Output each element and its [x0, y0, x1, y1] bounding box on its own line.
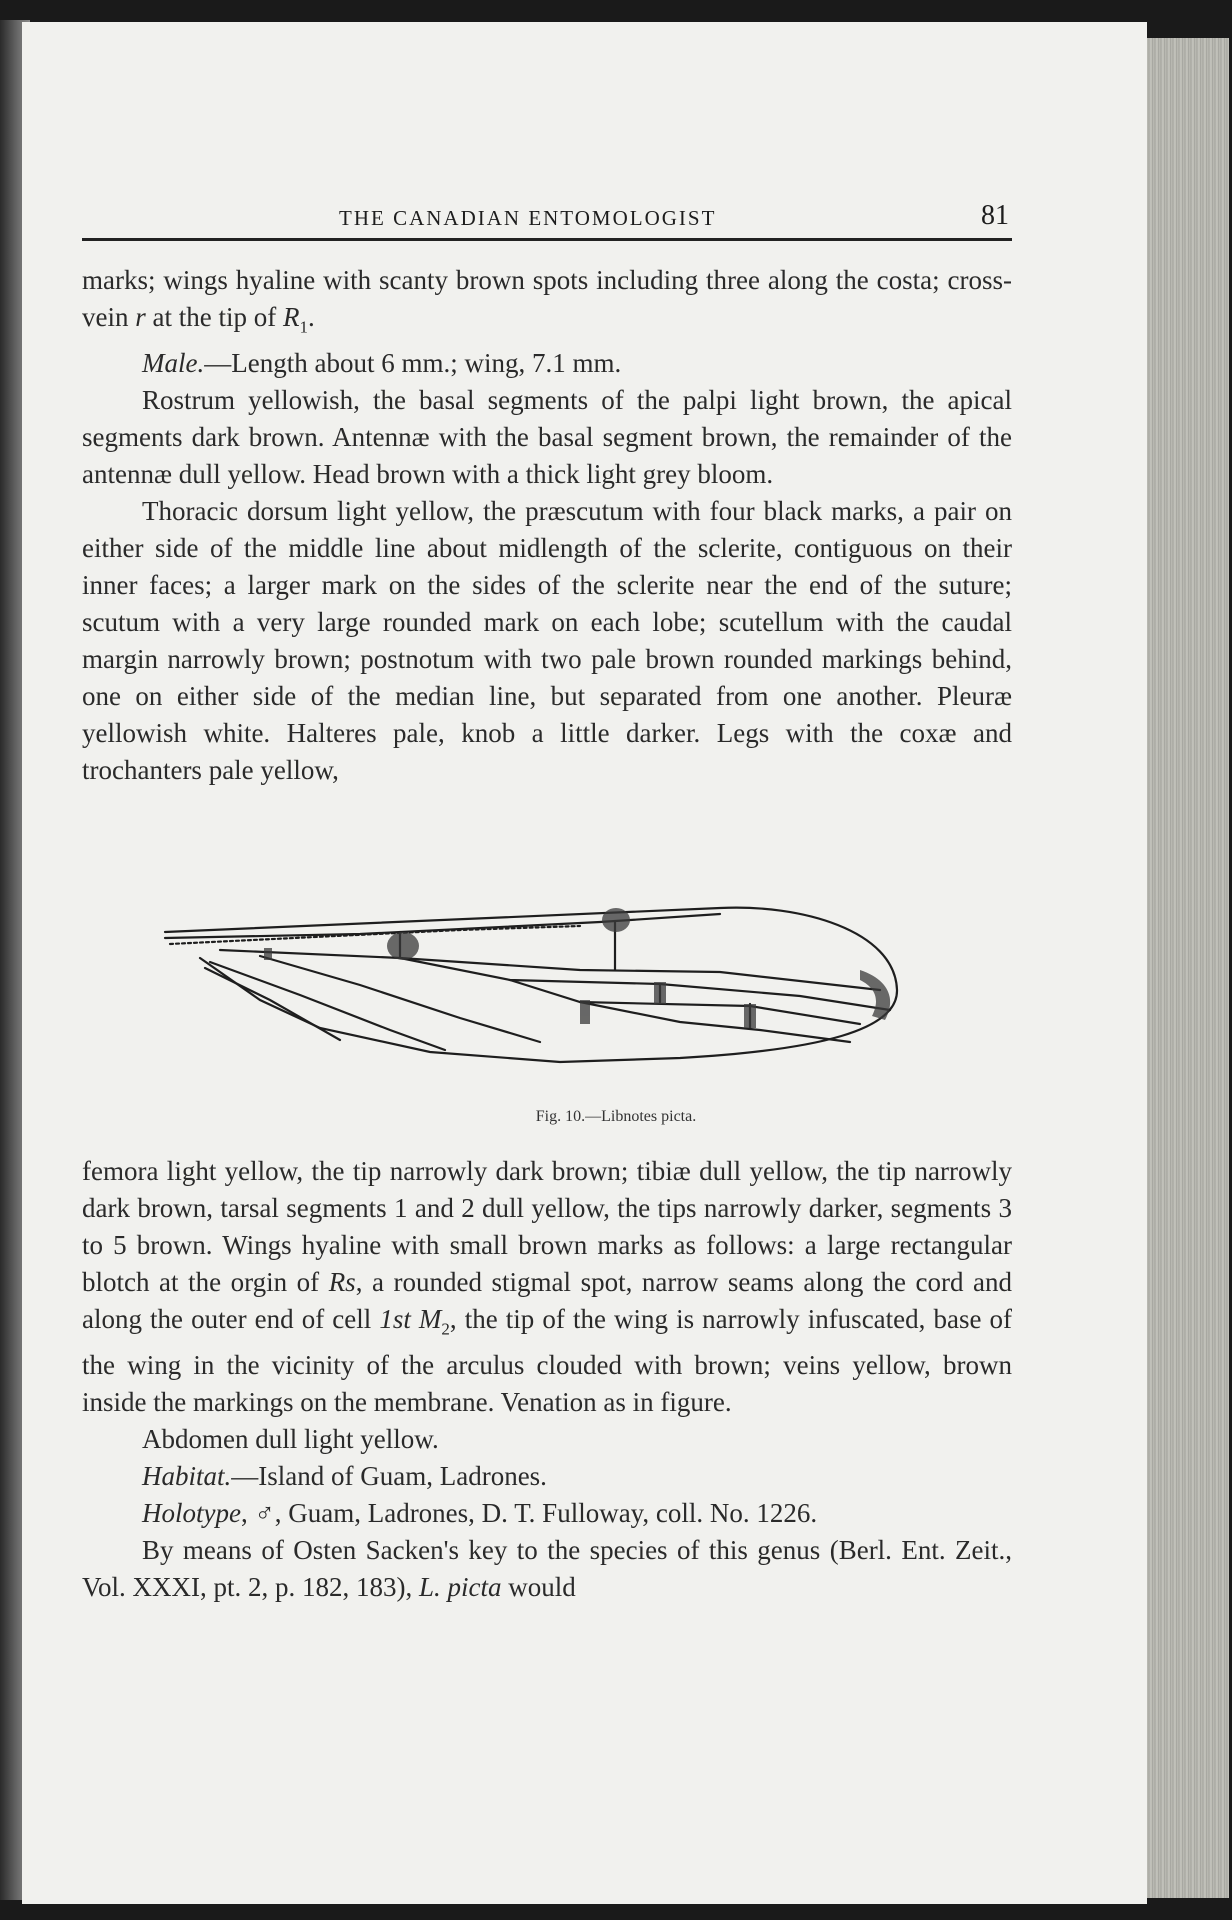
- text-run: femora light yellow, the tip narrowly dark brown; tibiæ dull yellow, the tip narrowly dark brown, tarsal segments 1 and 2 dull yellow, the tips narrowly darker, segments 3 to 5 brown. Wings hyaline with small brown marks as follows: a large rectangular blotch at the orgin of: [82, 1156, 1012, 1297]
- running-title: THE CANADIAN ENTOMOLOGIST: [339, 206, 717, 230]
- italic-text: 1st M: [379, 1304, 442, 1334]
- page-stack-edge: [1147, 38, 1229, 1898]
- text-run: marks; wings hyaline with scanty brown spots including three along the costa; cross-vein: [82, 265, 1012, 332]
- paragraph-p6: [82, 1421, 1012, 1458]
- text-run: at the tip of: [145, 302, 283, 332]
- figure-caption: Fig. 10.—Libnotes picta.: [535, 1108, 697, 1125]
- paragraph-p4: [82, 493, 1012, 789]
- text-run: Abdomen dull light yellow.: [142, 1424, 439, 1455]
- paragraph-p8: [82, 1495, 1012, 1532]
- paragraph-p1: [82, 262, 1012, 345]
- text-run: Rostrum yellowish, the basal segments of the palpi light brown, the apical segments dark brown. Antennæ with the basal segment brown, the remainder of the antennæ dull yellow. Head brown with a thick light grey bloom.: [82, 385, 1012, 490]
- italic-text: Rs: [328, 1267, 356, 1297]
- italic-text: r: [135, 302, 146, 332]
- wing-venation-drawing: [160, 900, 920, 1090]
- italic-text: R: [282, 302, 300, 332]
- paragraph-p2: [82, 345, 1012, 382]
- subscript-text: 1: [299, 317, 308, 337]
- page-number: 81: [981, 200, 1009, 231]
- text-run: .: [307, 302, 315, 332]
- page-header: [82, 198, 1012, 241]
- text-run: , a rounded stigmal spot, narrow seams along the cord and along the outer end of cell: [82, 1267, 1012, 1334]
- text-run: would: [501, 1572, 576, 1603]
- wing-figure: [160, 900, 920, 1090]
- subscript-text: 2: [441, 1319, 450, 1339]
- paragraph-p3: [82, 382, 1012, 493]
- text-run: , ♂, Guam, Ladrones, D. T. Fulloway, coll. No. 1226.: [240, 1498, 818, 1529]
- text-block-bottom: [82, 1153, 1012, 1606]
- paragraph-p7: [82, 1458, 1012, 1495]
- paragraph-p5: [82, 1153, 1012, 1421]
- text-run: , the tip of the wing is narrowly infuscated, base of the wing in the vicinity of the arculus clouded with brown; veins yellow, brown inside the markings on the membrane. Venation as in figure.: [82, 1304, 1013, 1418]
- italic-text: L. picta: [419, 1572, 502, 1603]
- italic-text: Habitat.: [142, 1461, 232, 1492]
- text-run: —Island of Guam, Ladrones.: [231, 1461, 547, 1492]
- paragraph-p9: [82, 1532, 1012, 1606]
- text-block-top: [82, 262, 1012, 789]
- text-run: —Length about 6 mm.; wing, 7.1 mm.: [204, 348, 622, 379]
- italic-text: Male.: [142, 348, 205, 379]
- text-run: By means of Osten Sacken's key to the species of this genus (Berl. Ent. Zeit., Vol. XXXI, pt. 2, p. 182, 183),: [82, 1535, 1012, 1603]
- text-run: Thoracic dorsum light yellow, the præscutum with four black marks, a pair on either side of the middle line about midlength of the sclerite, contiguous on their inner faces; a larger mark on the sides of the sclerite near the end of the suture; scutum with a very large rounded mark on each lobe; scutellum with the caudal margin narrowly brown; postnotum with two pale brown rounded markings behind, one on either side of the median line, but separated from one another. Pleuræ yellowish white. Halteres pale, knob a little darker. Legs with the coxæ and trochanters pale yellow,: [82, 496, 1012, 786]
- italic-text: Holotype: [142, 1498, 241, 1529]
